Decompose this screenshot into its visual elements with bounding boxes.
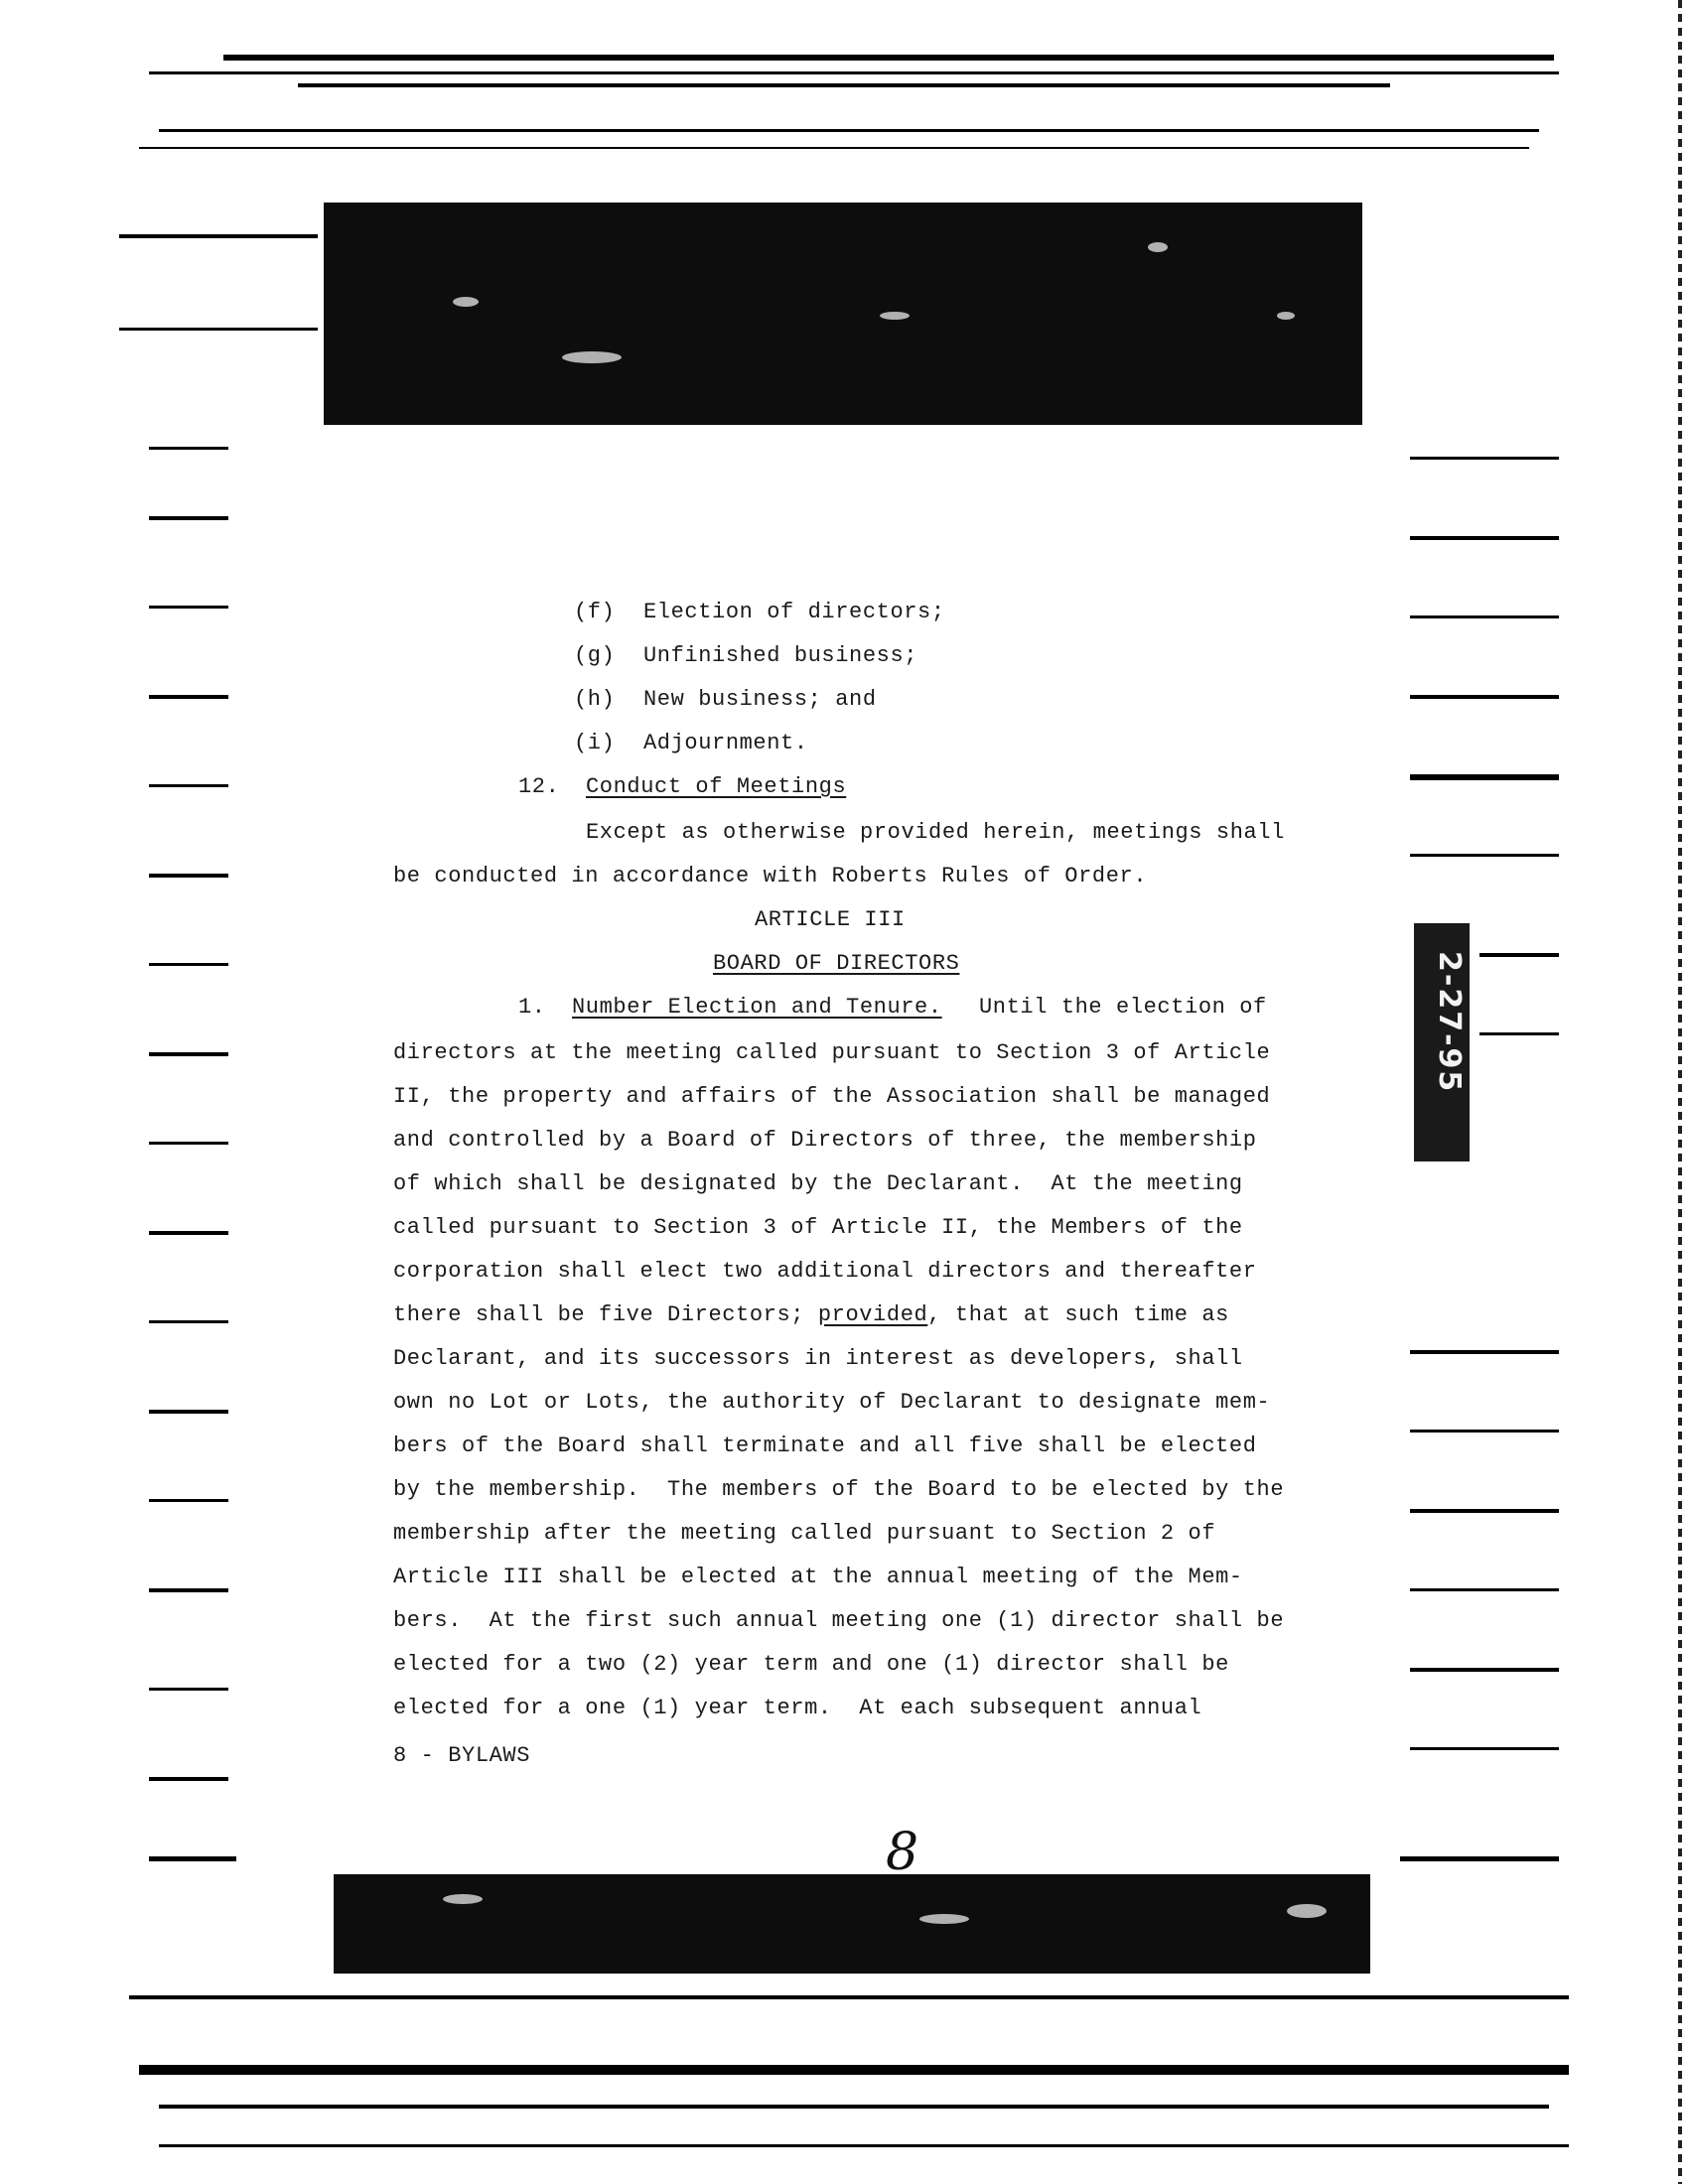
scan-speck (562, 351, 622, 363)
paragraph-line: bers of the Board shall terminate and all five shall be elected (393, 1433, 1257, 1458)
page-footer: 8 - BYLAWS (393, 1743, 531, 1768)
paragraph-line: bers. At the first such annual meeting one (1) director shall be (393, 1608, 1285, 1633)
scan-streak (139, 2065, 1569, 2075)
list-item-text: Adjournment. (643, 731, 808, 755)
scan-dark-band-bottom (334, 1874, 1370, 1974)
paragraph-line: Declarant, and its successors in interest as developers, shall (393, 1346, 1243, 1371)
scan-streak (149, 874, 228, 878)
article-heading: ARTICLE III (755, 907, 906, 932)
emphasis-provided: provided (817, 1302, 928, 1327)
scan-streak (159, 2144, 1569, 2147)
scan-streak (1410, 1747, 1559, 1750)
scan-speck (1148, 242, 1168, 252)
scan-streak (149, 1688, 228, 1691)
scan-streak (1410, 695, 1559, 699)
scan-streak (1410, 1430, 1559, 1433)
paragraph-line: and controlled by a Board of Directors of three, the membership (393, 1128, 1257, 1153)
scan-streak (149, 695, 228, 699)
scan-streak (1410, 774, 1559, 780)
list-item-text: Election of directors; (643, 600, 945, 624)
paragraph-line: II, the property and affairs of the Association shall be managed (393, 1084, 1271, 1109)
handwritten-page-number: 8 (886, 1823, 919, 1882)
text-run: , that at such time as (927, 1302, 1229, 1327)
side-date-stamp: 2-27-95 (1432, 951, 1467, 1094)
scan-speck (880, 312, 910, 320)
text-run: there shall be five Directors; (393, 1302, 818, 1327)
scan-streak (119, 328, 318, 331)
scan-streak (1410, 1588, 1559, 1591)
paragraph-line: Until the election of (979, 995, 1267, 1020)
scan-streak (1410, 1509, 1559, 1513)
scan-streak (149, 516, 228, 520)
scan-streak (149, 1588, 228, 1592)
paragraph-line: by the membership. The members of the Board to be elected by the (393, 1477, 1285, 1502)
scan-streak (1479, 1032, 1559, 1035)
scan-streak (1410, 457, 1559, 460)
scan-streak (139, 147, 1529, 149)
paragraph-line: corporation shall elect two additional directors and thereafter (393, 1259, 1257, 1284)
scan-streak (1410, 1350, 1559, 1354)
scan-streak (149, 1052, 228, 1056)
scan-speck (453, 297, 479, 307)
scan-streak (149, 1499, 228, 1502)
list-item-marker: (i) (574, 731, 616, 755)
section-heading: Number Election and Tenure. (572, 995, 942, 1020)
scan-streak (149, 1142, 228, 1145)
section-number: 1. (518, 995, 546, 1020)
list-item-marker: (g) (574, 643, 616, 668)
article-title: BOARD OF DIRECTORS (713, 951, 960, 976)
paragraph-line: be conducted in accordance with Roberts Rules of Order. (393, 864, 1148, 888)
scan-streak (1410, 854, 1559, 857)
paragraph-line: own no Lot or Lots, the authority of Declarant to designate mem- (393, 1390, 1271, 1415)
paragraph-line: elected for a two (2) year term and one (1) director shall be (393, 1652, 1229, 1677)
paragraph-line: called pursuant to Section 3 of Article II, the Members of the (393, 1215, 1243, 1240)
scan-speck (1287, 1904, 1327, 1918)
scan-streak (149, 606, 228, 609)
scan-streak (149, 963, 228, 966)
scan-streak (1410, 1668, 1559, 1672)
section-heading: Conduct of Meetings (586, 774, 847, 799)
list-item-marker: (f) (574, 600, 616, 624)
scan-streak (149, 784, 228, 787)
scan-streak (149, 71, 1559, 74)
paragraph-line: Except as otherwise provided herein, meetings shall (586, 820, 1285, 845)
paragraph-line: elected for a one (1) year term. At each subsequent annual (393, 1696, 1202, 1720)
scan-streak (149, 1320, 228, 1323)
paragraph-line: of which shall be designated by the Declarant. At the meeting (393, 1171, 1243, 1196)
list-item-text: Unfinished business; (643, 643, 918, 668)
scan-streak (1479, 953, 1559, 957)
paragraph-line (393, 1304, 1229, 1326)
scan-streak (223, 55, 1554, 61)
paragraph-line: directors at the meeting called pursuant to Section 3 of Article (393, 1040, 1271, 1065)
scan-streak (149, 447, 228, 450)
scan-streak (149, 1231, 228, 1235)
list-item-marker: (h) (574, 687, 616, 712)
section-number: 12. (518, 774, 560, 799)
scan-streak (149, 1410, 228, 1414)
scan-streak (159, 129, 1539, 132)
scan-edge-artifact (1678, 0, 1682, 2184)
scan-speck (443, 1894, 483, 1904)
paragraph-line: membership after the meeting called pursuant to Section 2 of (393, 1521, 1216, 1546)
scan-dark-band-top (324, 203, 1362, 425)
scan-speck (919, 1914, 969, 1924)
scan-streak (129, 1995, 1569, 1999)
scan-streak (298, 83, 1390, 87)
scan-streak (119, 234, 318, 238)
scan-streak (159, 2105, 1549, 2109)
scan-streak (149, 1777, 228, 1781)
list-item-text: New business; and (643, 687, 877, 712)
scan-streak (1410, 615, 1559, 618)
scan-speck (1277, 312, 1295, 320)
paragraph-line: Article III shall be elected at the annual meeting of the Mem- (393, 1565, 1243, 1589)
scan-streak (1410, 536, 1559, 540)
